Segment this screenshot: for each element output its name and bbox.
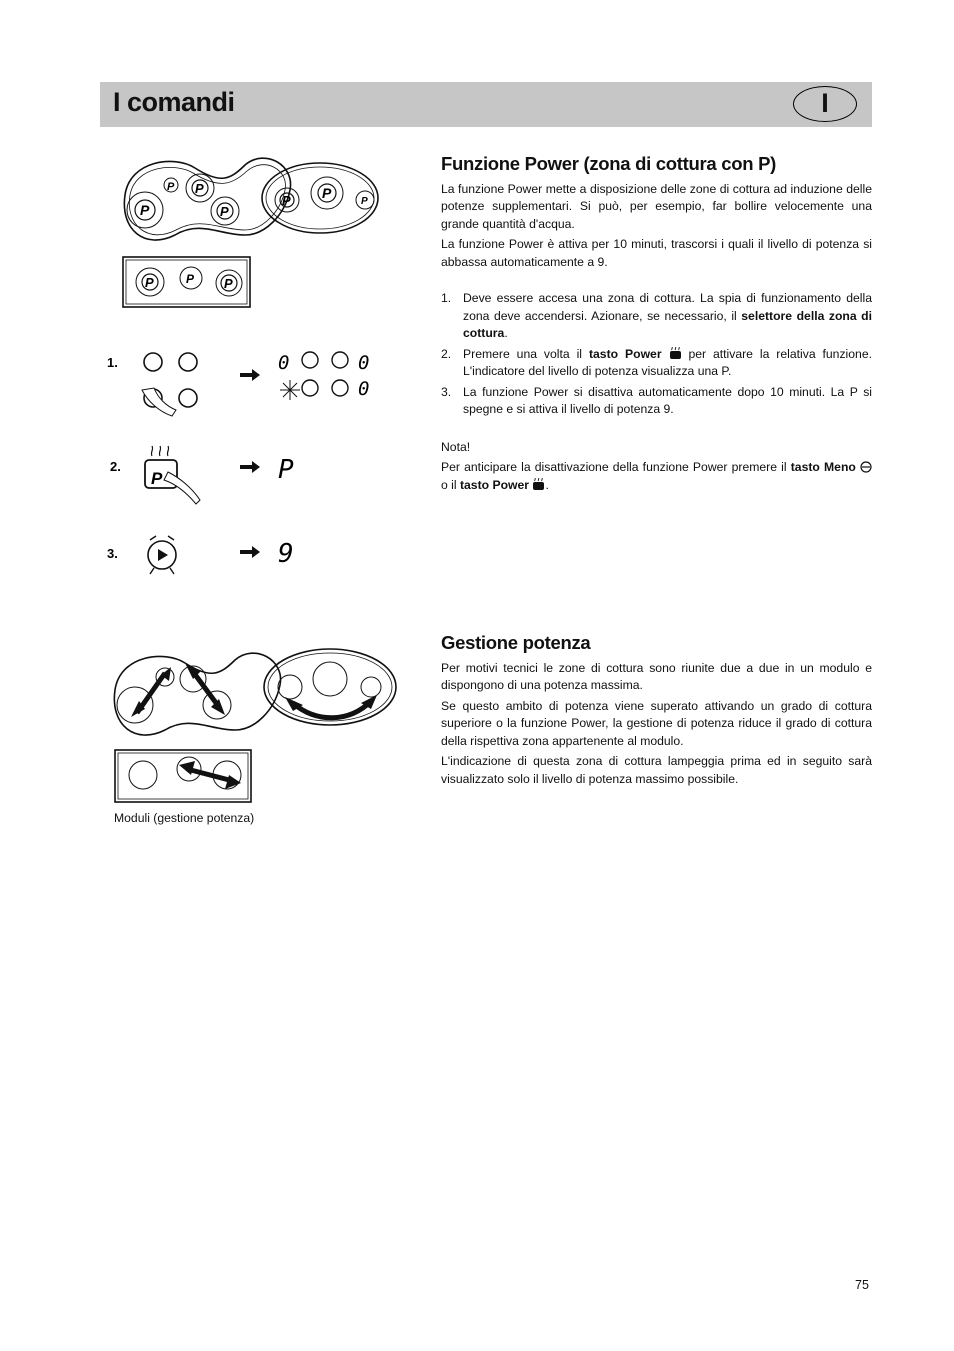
- zone-p-label: P: [140, 202, 150, 218]
- step-2-label: 2.: [110, 459, 121, 474]
- svg-text:0: 0: [358, 352, 370, 374]
- display-nine: 9: [278, 539, 294, 569]
- minus-key-icon: [860, 461, 872, 473]
- svg-text:P: P: [186, 272, 195, 286]
- svg-text:P: P: [220, 204, 229, 219]
- svg-text:P: P: [167, 181, 175, 193]
- management-para-3: L'indicazione di questa zona di cottura lampeggia prima ed in seguito sarà visualizzato solo il livello di potenza massimo possibile.: [441, 754, 872, 786]
- power-steps: [441, 290, 872, 419]
- power-para-1: La funzione Power mette a disposizione delle zone di cottura ad induzione delle potenze supplementari. Si può, per esempio, far bollire velocemente una grande quantità d'acqua.: [441, 181, 872, 231]
- page-title: I comandi: [113, 87, 235, 117]
- modules-figure: [105, 645, 405, 810]
- arrow-right-icon: [240, 461, 260, 473]
- power-step-1: 1. Deve essere accesa una zona di cottura. La spia di funzionamento della zona deve accendersi. Azionare, se necessario, il selettore della zona di cottura.: [441, 291, 872, 340]
- power-heading: Funzione Power (zona di cottura con P): [441, 153, 776, 174]
- note-title: Nota!: [441, 439, 471, 454]
- svg-text:P: P: [322, 185, 332, 201]
- management-para-1: Per motivi tecnici le zone di cottura sono riunite due a due in un modulo e dispongono di una potenza massima.: [441, 660, 872, 692]
- blink-icon: [280, 380, 300, 400]
- management-para-2: Se questo ambito di potenza viene superato attivando un grado di cottura superiore o la funzione Power, la gestione di potenza riduce il grado di cottura della rispettiva zona appartenente al modulo.: [441, 698, 872, 748]
- arrow-right-icon: [240, 369, 260, 381]
- page-number: 75: [855, 1278, 869, 1292]
- note-text: Per anticipare la disattivazione della funzione Power premere il tasto Meno o il tasto Power .: [441, 459, 872, 494]
- power-steps-figure: [100, 340, 390, 580]
- power-step-2: 2. Premere una volta il tasto Power per attivare la relativa funzione. L'indicatore del livello di potenza visualizza una P.: [441, 346, 872, 378]
- management-heading: Gestione potenza: [441, 632, 591, 653]
- svg-text:0: 0: [278, 352, 290, 374]
- power-key-icon: [532, 478, 545, 491]
- power-para-2: La funzione Power è attiva per 10 minuti, trascorsi i quali il livello di potenza si abbassa automaticamente a 9.: [441, 237, 872, 269]
- power-key-icon: [669, 347, 682, 360]
- svg-text:P: P: [282, 193, 291, 208]
- modules-caption: Moduli (gestione potenza): [114, 811, 255, 825]
- arrow-right-icon: [240, 546, 260, 558]
- svg-text:P: P: [224, 276, 233, 291]
- step-3-label: 3.: [107, 546, 118, 561]
- management-section: [441, 634, 872, 791]
- svg-text:P: P: [361, 196, 368, 207]
- power-section: [441, 155, 872, 497]
- display-p: P: [278, 455, 294, 485]
- hob-layout-figures: [105, 150, 405, 310]
- page-header: [100, 82, 872, 127]
- power-step-3: 3. La funzione Power si disattiva automaticamente dopo 10 minuti. La P si spegne e si attiva il livello di potenza 9.: [441, 384, 872, 416]
- svg-text:P: P: [195, 181, 204, 196]
- svg-text:P: P: [151, 469, 163, 488]
- step-1-label: 1.: [107, 355, 118, 370]
- svg-text:P: P: [145, 275, 154, 290]
- language-badge: I: [793, 86, 857, 122]
- svg-text:0: 0: [358, 378, 370, 400]
